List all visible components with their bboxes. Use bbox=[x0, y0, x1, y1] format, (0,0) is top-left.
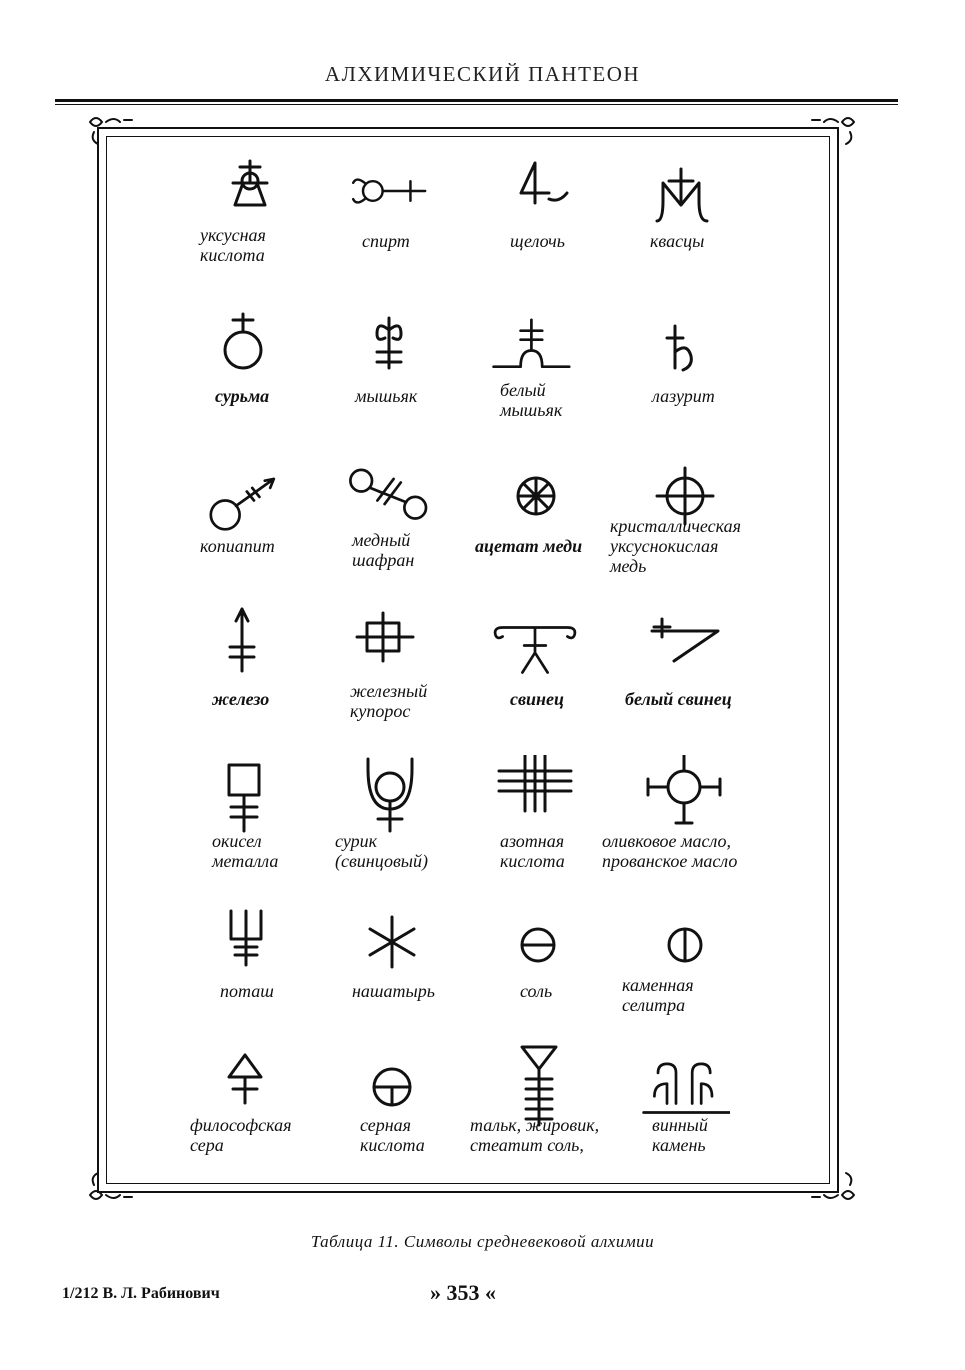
header-rule-thin bbox=[55, 104, 898, 105]
corner-ornament-icon bbox=[84, 1165, 144, 1205]
corner-ornament-icon bbox=[84, 112, 144, 152]
symbol-cell bbox=[610, 450, 820, 610]
white-lead-icon bbox=[640, 605, 730, 695]
symbol-label: лазурит bbox=[652, 386, 715, 406]
symbol-label: железо bbox=[212, 689, 270, 709]
symbol-cell bbox=[622, 895, 820, 1055]
symbol-label: уксусная кислота bbox=[200, 225, 266, 265]
page-number: » 353 « bbox=[430, 1280, 496, 1305]
iron-icon bbox=[200, 605, 290, 695]
symbol-label: щелочь bbox=[510, 231, 565, 251]
header-rule bbox=[55, 99, 898, 102]
symbol-label: нашатырь bbox=[352, 981, 435, 1001]
symbol-label: окисел металла bbox=[212, 831, 279, 871]
symbol-label: железный купорос bbox=[350, 681, 428, 721]
symbol-label: соль bbox=[520, 981, 553, 1001]
symbol-cell bbox=[640, 145, 820, 305]
symbol-label: ацетат меди bbox=[475, 536, 583, 556]
symbol-label: азотная кислота bbox=[500, 831, 565, 871]
symbol-label: квасцы bbox=[650, 231, 705, 251]
symbol-cell bbox=[340, 145, 520, 305]
table-caption: Таблица 11. Символы средневековой алхимии bbox=[310, 1232, 655, 1251]
symbol-label: мышьяк bbox=[355, 386, 418, 406]
symbol-label: винный камень bbox=[652, 1115, 708, 1155]
symbol-label: белый мышьяк bbox=[500, 380, 563, 420]
symbol-label: белый свинец bbox=[625, 689, 732, 709]
page-header: АЛХИМИЧЕСКИЙ ПАНТЕОН bbox=[324, 62, 641, 86]
symbol-label: серная кислота bbox=[360, 1115, 425, 1155]
symbol-label: философская сера bbox=[190, 1115, 292, 1155]
symbol-label: сурик (свинцовый) bbox=[335, 831, 428, 871]
symbol-label: кристаллическая уксуснокислая медь bbox=[610, 516, 741, 576]
symbol-cell bbox=[602, 745, 820, 905]
footer-signature: 1/212 В. Л. Рабинович bbox=[62, 1285, 220, 1302]
lead-icon bbox=[490, 605, 580, 695]
symbol-cell bbox=[640, 300, 820, 460]
symbol-cell bbox=[625, 595, 820, 755]
symbol-label: медный шафран bbox=[352, 530, 415, 570]
symbol-label: спирт bbox=[362, 231, 410, 251]
symbol-label: поташ bbox=[220, 981, 274, 1001]
symbol-label: копиапит bbox=[200, 536, 275, 556]
symbol-label: каменная селитра bbox=[622, 975, 694, 1015]
symbol-cell bbox=[640, 1035, 820, 1195]
symbol-label: тальк, жировик, стеатит соль, bbox=[470, 1115, 600, 1155]
symbol-label: оливковое масло, прованское масло bbox=[602, 831, 738, 871]
symbol-label: свинец bbox=[510, 689, 565, 709]
symbol-label: сурьма bbox=[215, 386, 270, 406]
